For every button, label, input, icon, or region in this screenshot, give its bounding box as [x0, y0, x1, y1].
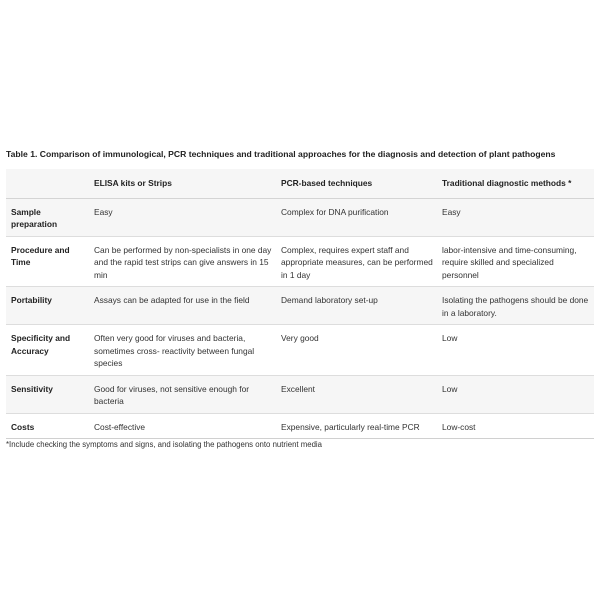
table-row: [6, 375, 594, 413]
row-label-specificity-accuracy: Specificity and Accuracy: [6, 325, 89, 376]
table-row: [6, 287, 594, 325]
table-cell: Low: [437, 325, 594, 376]
comparison-table: [6, 169, 594, 439]
table-header-row: [6, 169, 594, 198]
table-cell: labor-intensive and time-consuming, require skilled and specialized personnel: [437, 236, 594, 287]
header-cell-elisa: ELISA kits or Strips: [89, 169, 276, 198]
table-caption: Table 1. Comparison of immunological, PCR techniques and traditional approaches for the diagnosis and detection of plant pathogens: [6, 149, 556, 159]
table-cell: Good for viruses, not sensitive enough for bacteria: [89, 375, 276, 413]
table-cell: Demand laboratory set-up: [276, 287, 437, 325]
row-label-sensitivity: Sensitivity: [6, 375, 89, 413]
table-cell: Easy: [89, 198, 276, 236]
header-cell-pcr: PCR-based techniques: [276, 169, 437, 198]
table-cell: Cost-effective: [89, 413, 276, 439]
row-label-procedure-time: Procedure and Time: [6, 236, 89, 287]
table-cell: Can be performed by non-specialists in one day and the rapid test strips can give answers in 15 min: [89, 236, 276, 287]
table-cell: Often very good for viruses and bacteria, sometimes cross- reactivity between fungal species: [89, 325, 276, 376]
table-cell: Complex for DNA purification: [276, 198, 437, 236]
table-row: [6, 413, 594, 439]
table-row: [6, 325, 594, 376]
table-cell: Low-cost: [437, 413, 594, 439]
table-cell: Complex, requires expert staff and appropriate measures, can be performed in 1 day: [276, 236, 437, 287]
table-cell: Expensive, particularly real-time PCR: [276, 413, 437, 439]
table-footnote: *Include checking the symptoms and signs, and isolating the pathogens onto nutrient media: [6, 440, 322, 449]
row-label-costs: Costs: [6, 413, 89, 439]
table-cell: Isolating the pathogens should be done in a laboratory.: [437, 287, 594, 325]
table-cell: Very good: [276, 325, 437, 376]
table-cell: Excellent: [276, 375, 437, 413]
row-label-sample-preparation: Sample preparation: [6, 198, 89, 236]
row-label-portability: Portability: [6, 287, 89, 325]
table-cell: Low: [437, 375, 594, 413]
table-row: [6, 236, 594, 287]
table-row: [6, 198, 594, 236]
table-cell: Easy: [437, 198, 594, 236]
header-cell-empty: [6, 169, 89, 198]
table-cell: Assays can be adapted for use in the field: [89, 287, 276, 325]
header-cell-traditional: Traditional diagnostic methods *: [437, 169, 594, 198]
